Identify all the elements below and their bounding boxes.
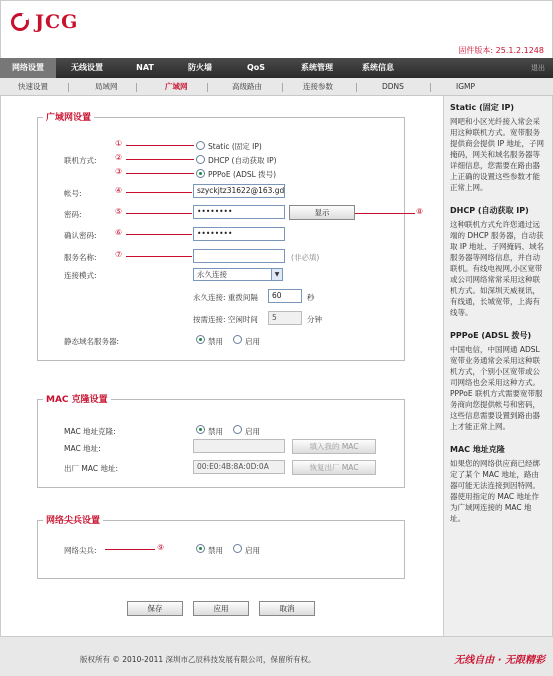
cancel-button[interactable]: 取消 — [259, 601, 315, 616]
nav-wireless-settings[interactable]: 无线设置 — [71, 63, 103, 72]
show-password-button[interactable]: 显示 — [289, 205, 355, 220]
callout-line-3 — [126, 173, 194, 174]
callout-line-6 — [126, 234, 192, 235]
divider — [356, 83, 357, 92]
mac-clone-disable-radio[interactable] — [196, 425, 205, 434]
mac-clone-disable-label: 禁用 — [208, 427, 223, 436]
network-spike-enable-label: 启用 — [245, 546, 260, 555]
callout-7: ⑦ — [115, 250, 123, 259]
help-pppoe-title: PPPoE (ADSL 拨号) — [450, 331, 532, 340]
network-spike-enable-radio[interactable] — [233, 544, 242, 553]
callout-line-8 — [355, 213, 415, 214]
network-spike-title: 网络尖兵设置 — [43, 513, 103, 526]
subnav-igmp[interactable]: IGMP — [456, 82, 476, 91]
connection-mode-value: 永久连接 — [197, 270, 227, 279]
service-name-input[interactable] — [193, 249, 285, 263]
mac-clone-label: MAC 地址克隆: — [64, 427, 116, 436]
static-dns-disable-radio[interactable] — [196, 335, 205, 344]
help-mac-text: 如果您的网络供应商已经绑定了某个 MAC 地址，路由器可能无法连接到因特网。器使用指定的 MAC 地址作为广域网连接的 MAC 地址。 — [450, 459, 540, 523]
subnav-wan[interactable]: 广域网 — [165, 82, 188, 91]
divider — [430, 83, 431, 92]
callout-line-5 — [126, 213, 192, 214]
fill-my-mac-button[interactable]: 填入我的 MAC — [292, 439, 376, 454]
nav-network-settings[interactable]: 网络设置 — [0, 58, 56, 78]
callout-2: ② — [115, 153, 123, 162]
password-input[interactable]: •••••••• — [193, 205, 285, 219]
subnav-ddns[interactable]: DDNS — [382, 82, 404, 91]
help-pppoe-text: 中国电信，中国网通 ADSL 宽带业务通常会采用这种联机方式，个别小区宽带或公司网络也会采用这种方式。PPPoE 联机方式需要宽带服务商向您提供帐号和密码，这些信息需要设置到路由器上才能正常上网。 — [450, 345, 543, 431]
subnav-connection-params[interactable]: 连接参数 — [303, 82, 333, 91]
nav-nat[interactable]: NAT — [136, 63, 154, 72]
static-ip-label: Static (固定 IP) — [208, 142, 262, 151]
chevron-down-icon: ▼ — [271, 269, 282, 280]
callout-line-9 — [105, 549, 155, 550]
network-spike-disable-label: 禁用 — [208, 546, 223, 555]
mac-clone-title: MAC 克隆设置 — [43, 392, 111, 405]
factory-mac-label: 出厂 MAC 地址: — [64, 464, 119, 473]
divider — [207, 83, 208, 92]
nav-qos[interactable]: QoS — [246, 63, 266, 72]
redial-unit: 秒 — [307, 293, 315, 302]
confirm-password-input[interactable]: •••••••• — [193, 227, 285, 241]
redial-interval-label: 永久连接: 重拨间隔 — [193, 293, 258, 302]
callout-line-7 — [126, 256, 192, 257]
help-static-text: 网吧和小区光纤接入常会采用这种联机方式。宽带服务提供商会提供 IP 地址，子网掩码，网关和域名服务器等详细信息，您需要在路由器上正确的设置这些参数才能正常上网。 — [450, 117, 545, 192]
redial-interval-input[interactable]: 60 — [268, 289, 302, 303]
pppoe-label: PPPoE (ADSL 拨号) — [208, 170, 277, 179]
pppoe-radio[interactable] — [196, 169, 205, 178]
account-label: 帐号: — [64, 189, 82, 198]
divider — [68, 83, 69, 92]
subnav-quick-setup[interactable]: 快速设置 — [18, 82, 48, 91]
help-dhcp-title: DHCP (自动获取 IP) — [450, 206, 529, 215]
logo-text: JCG — [35, 11, 79, 33]
confirm-password-label: 确认密码: — [64, 231, 97, 240]
nav-firewall[interactable]: 防火墙 — [188, 63, 212, 72]
logo-icon — [11, 13, 29, 31]
mac-clone-enable-radio[interactable] — [233, 425, 242, 434]
account-input[interactable]: szyckjtz31622@163.gd — [193, 184, 285, 198]
divider — [282, 83, 283, 92]
callout-line-1 — [126, 145, 194, 146]
subnav-lan[interactable]: 局域网 — [95, 82, 118, 91]
logo — [11, 11, 78, 33]
network-spike-disable-radio[interactable] — [196, 544, 205, 553]
static-dns-enable-label: 启用 — [245, 337, 260, 346]
mac-address-label: MAC 地址: — [64, 444, 101, 453]
static-dns-disable-label: 禁用 — [208, 337, 223, 346]
slogan: 无线自由 · 无限精彩 — [454, 655, 545, 666]
static-dns-label: 静态域名服务器: — [64, 337, 120, 346]
callout-9: ⑨ — [157, 543, 165, 552]
subnav-advanced-routing[interactable]: 高级路由 — [232, 82, 262, 91]
nav-system-info[interactable]: 系统信息 — [362, 63, 394, 72]
restore-factory-mac-button[interactable]: 恢复出厂 MAC — [292, 460, 376, 475]
help-static-title: Static (固定 IP) — [450, 103, 515, 112]
callout-6: ⑥ — [115, 228, 123, 237]
callout-5: ⑤ — [115, 207, 123, 216]
callout-8: ⑧ — [416, 207, 424, 216]
help-sidebar — [443, 96, 553, 636]
dhcp-radio[interactable] — [196, 155, 205, 164]
main-content — [0, 96, 443, 636]
idle-time-label: 按需连接: 空闲时间 — [193, 315, 258, 324]
divider — [136, 83, 137, 92]
callout-4: ④ — [115, 186, 123, 195]
wan-settings-title: 广域网设置 — [43, 110, 94, 123]
copyright-text: 版权所有 © 2010-2011 深圳市乙辰科技发展有限公司，保留所有权。 — [80, 655, 316, 664]
connection-mode-label: 连接模式: — [64, 271, 97, 280]
header — [0, 0, 553, 58]
apply-button[interactable]: 应用 — [193, 601, 249, 616]
idle-unit: 分钟 — [307, 315, 322, 324]
save-button[interactable]: 保存 — [127, 601, 183, 616]
top-nav — [0, 58, 553, 78]
connection-type-label: 联机方式: — [64, 156, 97, 165]
callout-line-4 — [126, 192, 192, 193]
connection-mode-select[interactable] — [193, 268, 283, 281]
footer — [0, 636, 553, 676]
static-dns-enable-radio[interactable] — [233, 335, 242, 344]
sub-nav — [0, 78, 553, 96]
dhcp-label: DHCP (自动获取 IP) — [208, 156, 277, 165]
password-label: 密码: — [64, 210, 82, 219]
network-spike-label: 网络尖兵: — [64, 546, 97, 555]
help-dhcp-text: 这种联机方式允许您通过远端的 DHCP 服务器，自动获取 IP 地址、子网掩码、域名服务器等网络信息，并自动联机。有线电视网,小区宽带或公司网络常常采用这种联机方式。如深圳天威视讯，有线通，长城宽带，上海有线等。 — [450, 220, 545, 317]
idle-time-input[interactable]: 5 — [268, 311, 302, 325]
mac-address-input[interactable] — [193, 439, 285, 453]
factory-mac-input[interactable]: 00:E0:4B:8A:0D:0A — [193, 460, 285, 474]
service-name-note: (非必填) — [291, 253, 320, 262]
callout-1: ① — [115, 139, 123, 148]
logout-link[interactable]: 退出 — [531, 64, 545, 72]
callout-line-2 — [126, 159, 194, 160]
static-ip-radio[interactable] — [196, 141, 205, 150]
callout-3: ③ — [115, 167, 123, 176]
help-mac-title: MAC 地址克隆 — [450, 445, 505, 454]
nav-system-management[interactable]: 系统管理 — [301, 63, 333, 72]
mac-clone-enable-label: 启用 — [245, 427, 260, 436]
firmware-version: 固件版本: 25.1.2.1248 — [458, 46, 544, 55]
service-name-label: 服务名称: — [64, 253, 97, 262]
